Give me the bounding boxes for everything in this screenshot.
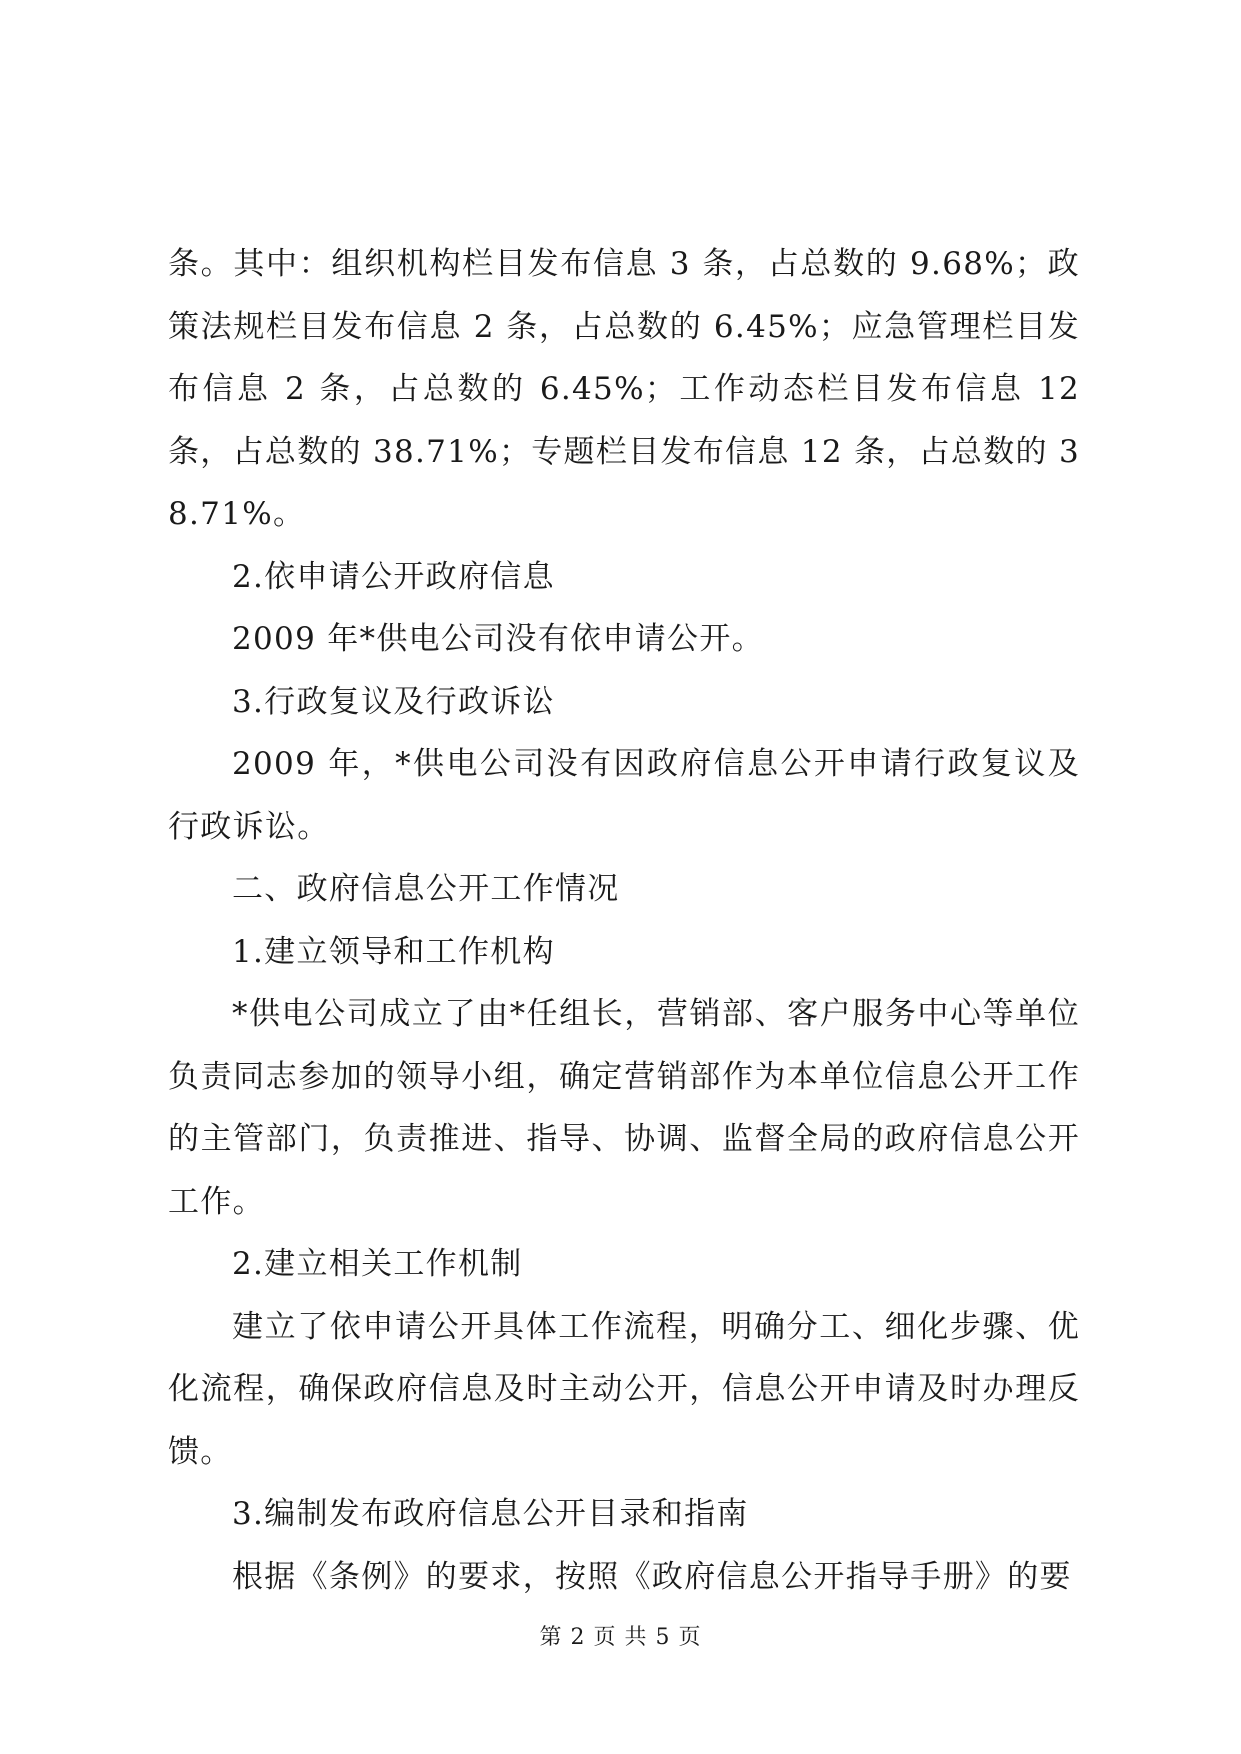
- paragraph-apply-disclosure: 2009 年*供电公司没有依申请公开。: [232, 621, 764, 657]
- heading-work-mechanism: 2.建立相关工作机制: [232, 1246, 523, 1282]
- document-body: [168, 233, 1080, 1608]
- heading-catalog-guide: 3.编制发布政府信息公开目录和指南: [232, 1496, 749, 1532]
- paragraph-work-mechanism: 建立了依申请公开具体工作流程，明确分工、细化步骤、优化流程，确保政府信息及时主动公开，信息公开申请及时办理反馈。: [168, 1308, 1080, 1470]
- heading-apply-disclosure: 2.依申请公开政府信息: [232, 558, 555, 595]
- section-heading-work-status: 二、政府信息公开工作情况: [232, 871, 620, 907]
- paragraph-statistics-continued: 条。其中：组织机构栏目发布信息 3 条，占总数的 9.68%；政策法规栏目发布信息 2 条，占总数的 6.45%；应急管理栏目发布信息 2 条，占总数的 6.45%；工作动态栏目发布信息 12 条，占总数的 38.71%；专题栏目发布信息 12 条，占总数的 38.71%。: [168, 246, 1080, 532]
- paragraph-administrative-review: 2009 年，*供电公司没有因政府信息公开申请行政复议及行政诉讼。: [168, 746, 1080, 845]
- paragraph-leadership-structure: *供电公司成立了由*任组长，营销部、客户服务中心等单位负责同志参加的领导小组，确定营销部作为本单位信息公开工作的主管部门，负责推进、指导、协调、监督全局的政府信息公开工作。: [168, 996, 1080, 1220]
- page-number-footer: 第 2 页 共 5 页: [539, 1625, 702, 1650]
- heading-leadership-structure: 1.建立领导和工作机构: [232, 933, 555, 970]
- heading-administrative-review: 3.行政复议及行政诉讼: [232, 683, 555, 720]
- paragraph-catalog-guide: 根据《条例》的要求，按照《政府信息公开指导手册》的要: [232, 1558, 1072, 1595]
